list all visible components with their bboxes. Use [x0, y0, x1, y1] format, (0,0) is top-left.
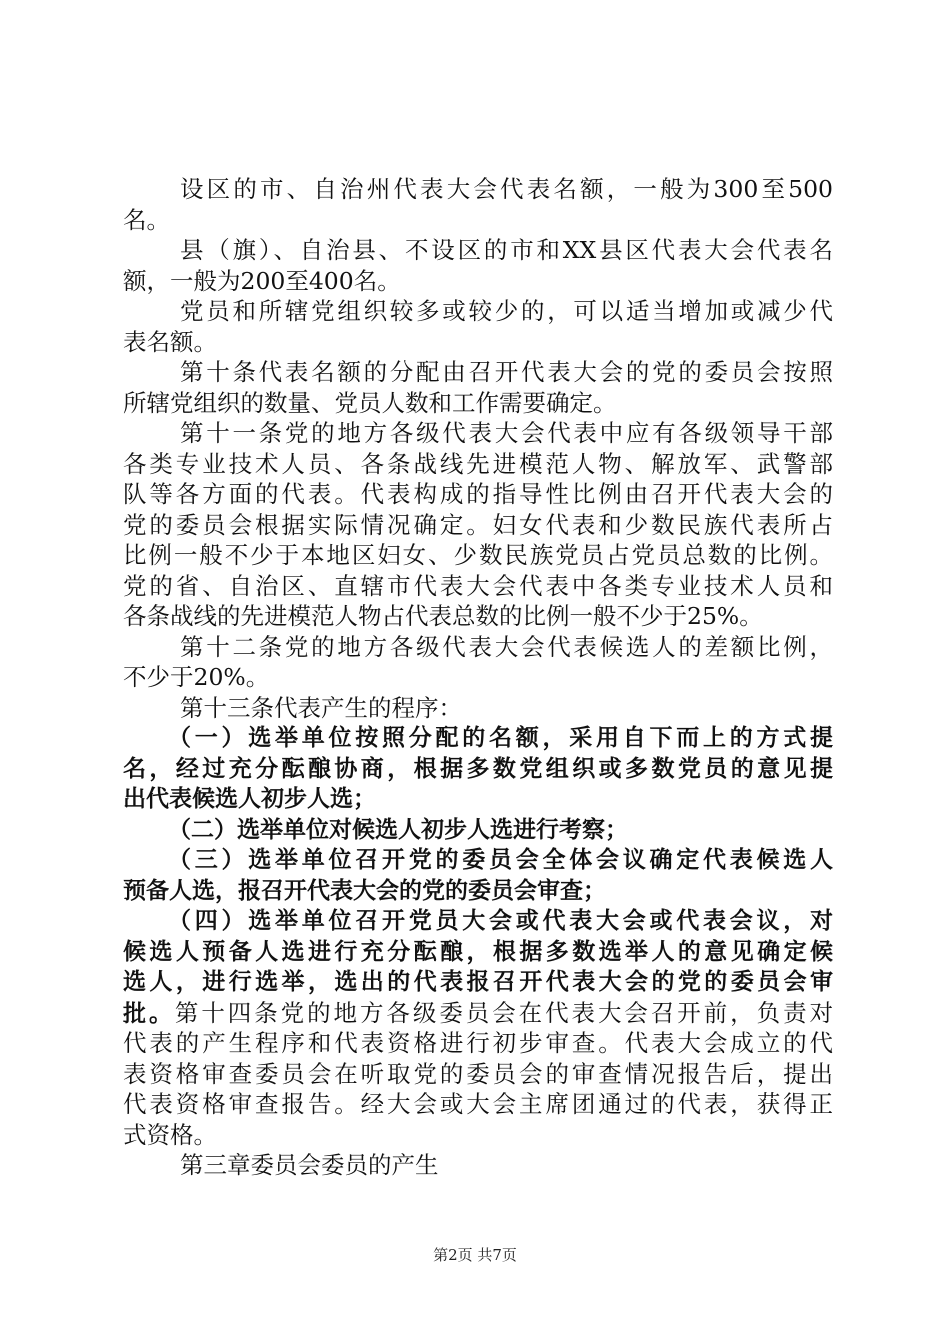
text-line: 所辖党组织的数量、党员人数和工作需要确定。 — [123, 388, 617, 417]
text-line: 出代表候选人初步人选； — [123, 786, 376, 812]
text-line: 第三章委员会委员的产生 — [180, 1151, 439, 1179]
text-line: 表名额。 — [123, 327, 217, 356]
text-line: 第十二条党的地方各级代表大会代表候选人的差额比例， — [180, 632, 833, 661]
text-line: 名，经过充分酝酿协商，根据多数党组织或多数党员的意见提 — [123, 755, 833, 782]
text-line: 代表资格审查报告。经大会或大会主席团通过的代表，获得正 — [123, 1090, 833, 1118]
text-line: 式资格。 — [123, 1120, 217, 1149]
text-line: 预备人选，报召开代表大会的党的委员会审查； — [123, 877, 606, 904]
text-line: 各条战线的先进模范人物占代表总数的比例一般不少于25%。 — [123, 602, 763, 630]
text-line: 设区的市、自治州代表大会代表名额，一般为300至500 — [180, 175, 833, 203]
text-line: 第十条代表名额的分配由召开代表大会的党的委员会按照 — [180, 358, 833, 386]
text-line: 候选人预备人选进行充分酝酿，根据多数选举人的意见确定候 — [123, 938, 833, 965]
text-line: 名。 — [123, 205, 170, 234]
text-line: 县（旗）、自治县、不设区的市和XX县区代表大会代表名 — [180, 236, 833, 264]
text-line-regular-part: 第十四条党的地方各级委员会在代表大会召开前，负责对 — [174, 998, 834, 1027]
text-line: 第十三条代表产生的程序： — [180, 693, 462, 722]
text-line: 党员和所辖党组织较多或较少的，可以适当增加或减少代 — [180, 297, 833, 325]
text-line: 表资格审查委员会在听取党的委员会的审查情况报告后，提出 — [123, 1059, 833, 1088]
text-line: 党的委员会根据实际情况确定。妇女代表和少数民族代表所占 — [123, 510, 833, 539]
text-line: 各类专业技术人员、各条战线先进模范人物、解放军、武警部 — [123, 449, 833, 478]
text-line: 额，一般为200至400名。 — [123, 266, 401, 295]
text-line: 党的省、自治区、直辖市代表大会代表中各类专业技术人员和 — [123, 571, 833, 600]
document-body — [123, 174, 833, 1181]
text-line: 代表的产生程序和代表资格进行初步审查。代表大会成立的代 — [123, 1029, 833, 1057]
text-line: 队等各方面的代表。代表构成的指导性比例由召开代表大会的 — [123, 480, 833, 508]
text-line-bold-part: 批。 — [123, 1000, 175, 1027]
text-line: （二）选举单位对候选人初步人选进行考察； — [168, 816, 628, 843]
page-footer: 第2页 共7页 — [433, 1246, 517, 1264]
text-line: 第十一条党的地方各级代表大会代表中应有各级领导干部 — [180, 419, 833, 447]
text-line: （三）选举单位召开党的委员会全体会议确定代表候选人 — [168, 847, 833, 873]
text-line: （四）选举单位召开党员大会或代表大会或代表会议，对 — [168, 908, 833, 934]
text-line: 比例一般不少于本地区妇女、少数民族党员占党员总数的比例。 — [123, 541, 833, 569]
text-line: 选人，进行选举，选出的代表报召开代表大会的党的委员会审 — [123, 969, 833, 995]
text-line: （一）选举单位按照分配的名额，采用自下而上的方式提 — [168, 725, 833, 751]
text-line — [123, 998, 833, 1029]
text-line: 不少于20%。 — [123, 663, 270, 691]
